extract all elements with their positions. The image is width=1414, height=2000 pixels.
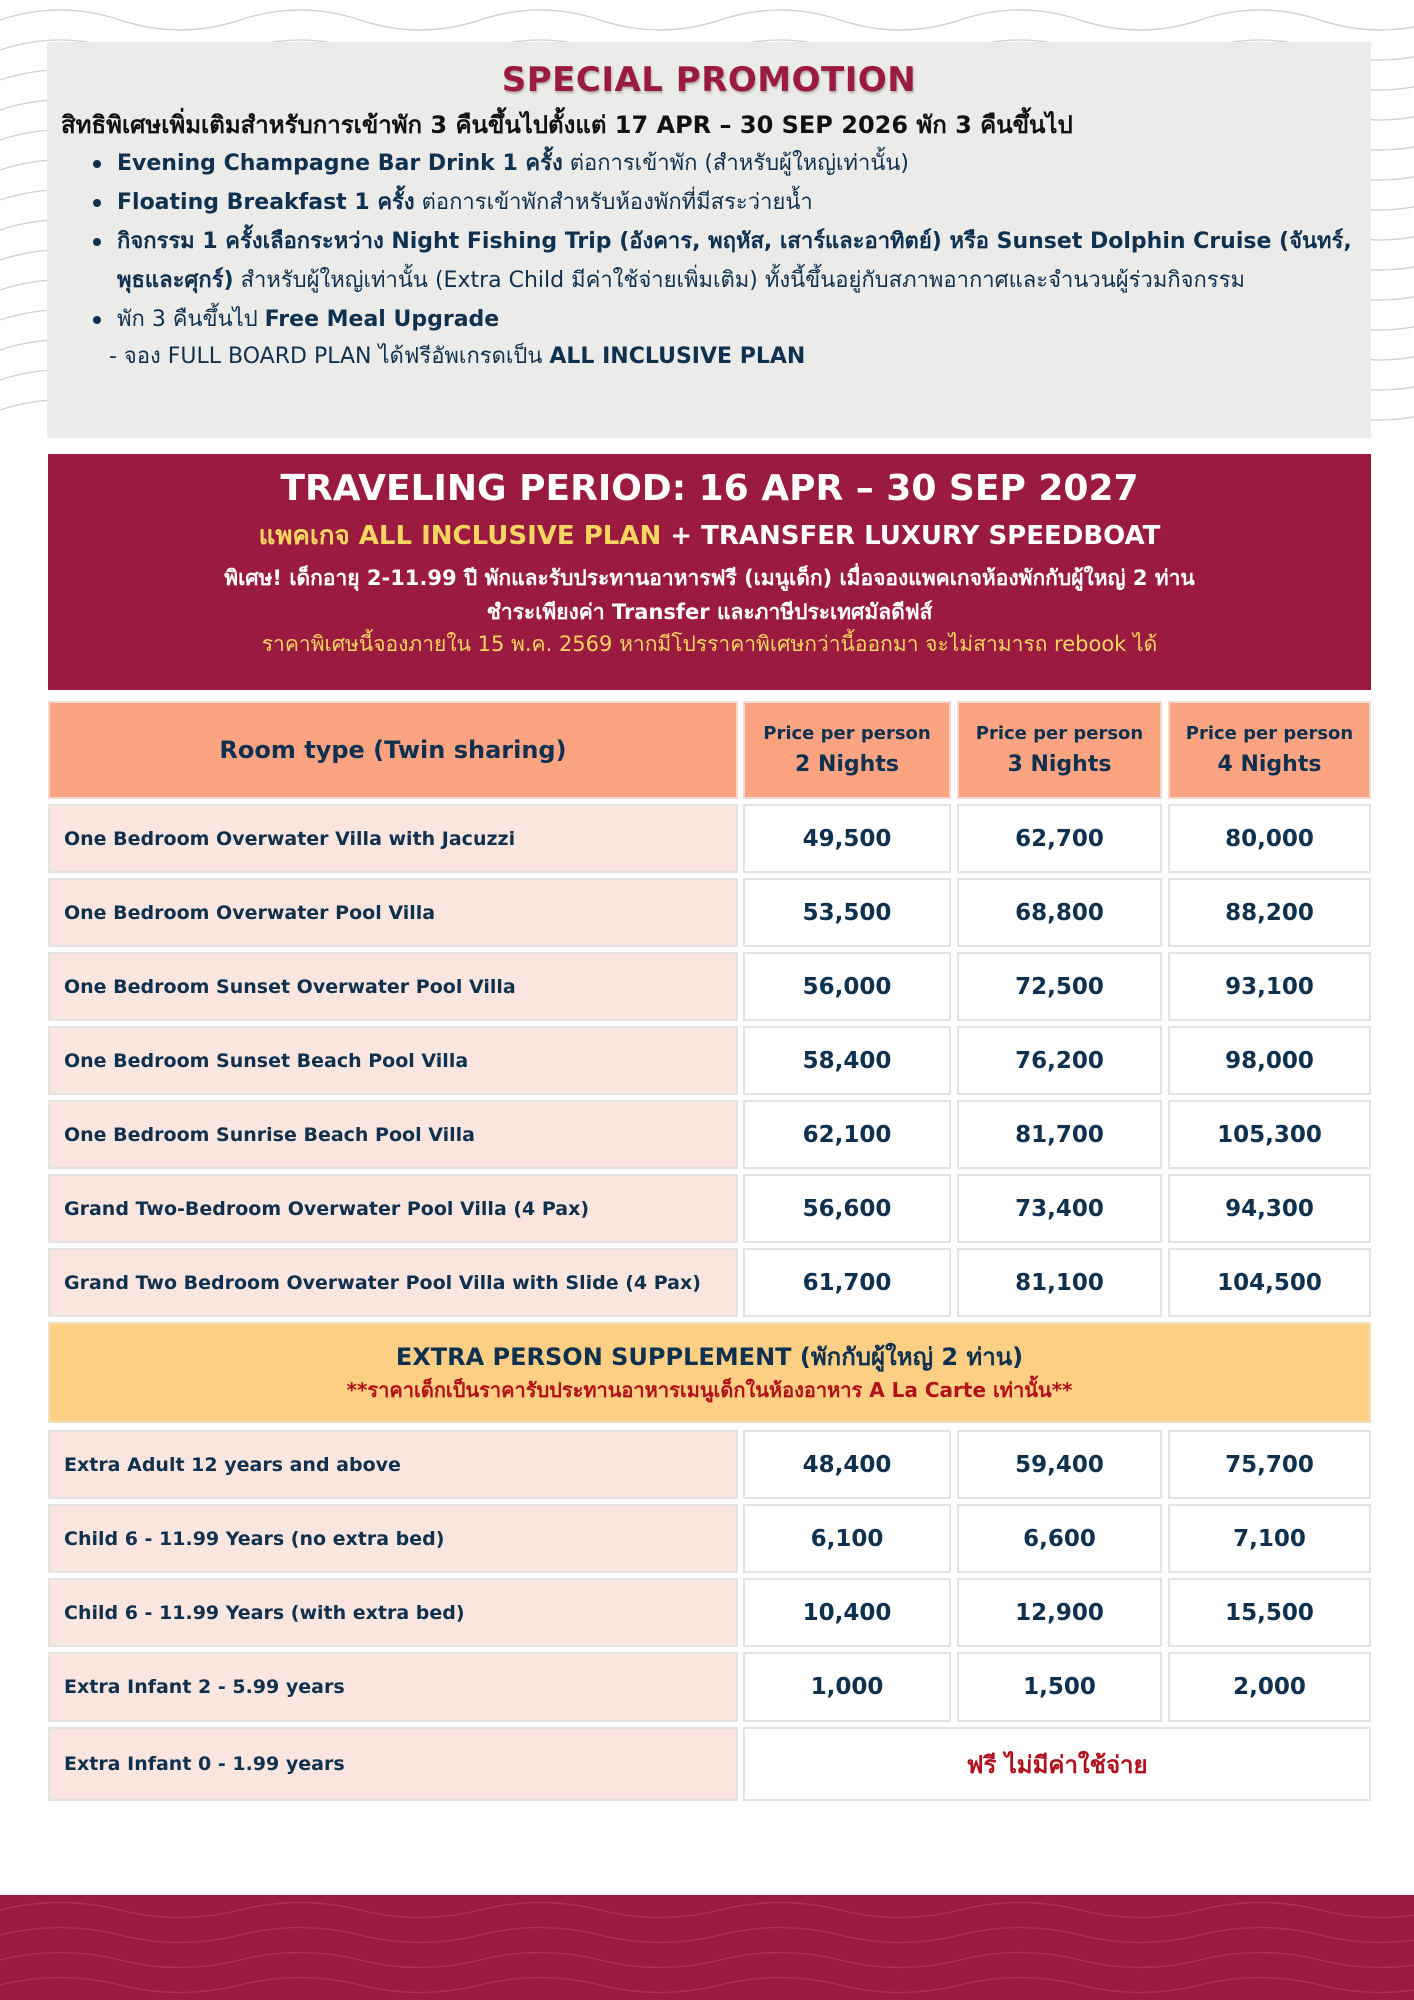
- price-cell: 2,000: [1168, 1652, 1371, 1722]
- price-cell: 7,100: [1168, 1504, 1371, 1573]
- promo-item-text: สำหรับผู้ใหญ่เท่านั้น (Extra Child มีค่าใช้จ่ายเพิ่มเติม) ทั้งนี้ขึ้นอยู่กับสภาพอากาศและจำนวนผู้ร่วมกิจกรรม: [233, 268, 1246, 293]
- footer-band: [0, 1895, 1414, 2000]
- price-cell: 88,200: [1168, 878, 1371, 947]
- promo-item: [117, 144, 1357, 183]
- price-cell: 81,700: [957, 1100, 1162, 1169]
- price-cell: 68,800: [957, 878, 1162, 947]
- price-cell: 94,300: [1168, 1174, 1371, 1243]
- transfer-tax-note: ชำระเพียงค่า Transfer และภาษีประเทศมัลดีฟส์: [486, 600, 933, 624]
- price-header-3-nights: [957, 701, 1162, 799]
- promo-item-bold: กิจกรรม 1 ครั้งเลือกระหว่าง Night Fishing Trip (อังคาร, พฤหัส, เสาร์และอาทิตย์) หรือ Sunset Dolphin Cruise (จันทร์, พุธและศุกร์): [117, 229, 1352, 293]
- price-cell: 93,100: [1168, 952, 1371, 1021]
- promo-upgrade-text: - จอง FULL BOARD PLAN ได้ฟรีอัพเกรดเป็น: [109, 344, 550, 369]
- child-free-note: พิเศษ! เด็กอายุ 2-11.99 ปี พักและรับประทานอาหารฟรี (เมนูเด็ก) เมื่อจองแพคเกจห้องพักกับผู้ใหญ่ 2 ท่าน: [224, 566, 1195, 590]
- room-type-cell: Grand Two-Bedroom Overwater Pool Villa (4 Pax): [48, 1174, 738, 1243]
- price-cell: 81,100: [957, 1248, 1162, 1317]
- price-cell: 105,300: [1168, 1100, 1371, 1169]
- rebook-condition: ราคาพิเศษนี้จองภายใน 15 พ.ค. 2569 หากมีโปรราคาพิเศษกว่านี้ออกมา จะไม่สามารถ rebook ได้: [261, 632, 1158, 656]
- package-transfer: + TRANSFER LUXURY SPEEDBOAT: [661, 521, 1161, 551]
- promo-benefit-list: [61, 144, 1357, 339]
- price-cell: 1,000: [743, 1652, 951, 1722]
- extra-person-cell: Extra Infant 0 - 1.99 years: [48, 1727, 738, 1801]
- extra-person-cell: Extra Adult 12 years and above: [48, 1430, 738, 1499]
- price-cell: 80,000: [1168, 804, 1371, 873]
- promo-title: SPECIAL PROMOTION: [501, 60, 917, 100]
- nights-label: 3 Nights: [1007, 752, 1112, 777]
- extra-supplement-title: EXTRA PERSON SUPPLEMENT (พักกับผู้ใหญ่ 2 ท่าน): [395, 1343, 1024, 1371]
- price-cell: 53,500: [743, 878, 951, 947]
- promo-item-bold: Floating Breakfast 1 ครั้ง: [117, 190, 415, 215]
- price-cell: 10,400: [743, 1578, 951, 1647]
- price-header-2-nights: [743, 701, 951, 799]
- price-cell: 6,600: [957, 1504, 1162, 1573]
- room-type-cell: One Bedroom Overwater Villa with Jacuzzi: [48, 804, 738, 873]
- price-cell: 75,700: [1168, 1430, 1371, 1499]
- price-cell: 58,400: [743, 1026, 951, 1095]
- promo-subtitle: สิทธิพิเศษเพิ่มเติมสำหรับการเข้าพัก 3 คืนขึ้นไปตั้งแต่ 17 APR – 30 SEP 2026 พัก 3 คืนขึ้นไป: [61, 111, 1073, 139]
- promo-item-bold: Evening Champagne Bar Drink 1 ครั้ง: [117, 151, 563, 176]
- wave-pattern-footer: [0, 1895, 1414, 2000]
- price-per-person-label: Price per person: [975, 723, 1144, 744]
- price-cell: 1,500: [957, 1652, 1162, 1722]
- price-cell: 56,000: [743, 952, 951, 1021]
- price-cell: 48,400: [743, 1430, 951, 1499]
- bullet-icon: [93, 316, 101, 324]
- price-cell: 56,600: [743, 1174, 951, 1243]
- price-cell: 72,500: [957, 952, 1162, 1021]
- price-per-person-label: Price per person: [1185, 723, 1354, 744]
- price-cell: 104,500: [1168, 1248, 1371, 1317]
- price-cell: 62,100: [743, 1100, 951, 1169]
- room-type-cell: One Bedroom Overwater Pool Villa: [48, 878, 738, 947]
- price-cell: 76,200: [957, 1026, 1162, 1095]
- price-header-4-nights: [1168, 701, 1371, 799]
- room-type-cell: One Bedroom Sunset Beach Pool Villa: [48, 1026, 738, 1095]
- promo-upgrade-bold: ALL INCLUSIVE PLAN: [549, 344, 806, 369]
- room-type-header: Room type (Twin sharing): [48, 701, 738, 799]
- bullet-icon: [93, 199, 101, 207]
- price-cell: 15,500: [1168, 1578, 1371, 1647]
- free-of-charge-cell: ฟรี ไม่มีค่าใช้จ่าย: [743, 1727, 1371, 1801]
- price-cell: 98,000: [1168, 1026, 1371, 1095]
- package-plan-name: แพคเกจ ALL INCLUSIVE PLAN: [258, 521, 662, 551]
- price-cell: 12,900: [957, 1578, 1162, 1647]
- price-cell: 62,700: [957, 804, 1162, 873]
- promo-item-text: ต่อการเข้าพักสำหรับห้องพักที่มีสระว่ายน้ำ: [414, 190, 813, 215]
- child-menu-note: **ราคาเด็กเป็นราคารับประทานอาหารเมนูเด็กในห้องอาหาร A La Carte เท่านั้น**: [346, 1378, 1073, 1402]
- promo-item: [117, 300, 1357, 339]
- bullet-icon: [93, 238, 101, 246]
- room-type-cell: One Bedroom Sunrise Beach Pool Villa: [48, 1100, 738, 1169]
- promo-item-text: พัก 3 คืนขึ้นไป: [117, 307, 265, 332]
- special-promotion-panel: [47, 42, 1371, 438]
- nights-label: 4 Nights: [1217, 752, 1322, 777]
- price-cell: 73,400: [957, 1174, 1162, 1243]
- period-title: TRAVELING PERIOD: 16 APR – 30 SEP 2027: [280, 468, 1139, 509]
- price-cell: 6,100: [743, 1504, 951, 1573]
- promo-item-bold: Free Meal Upgrade: [264, 307, 500, 332]
- promo-item-text: ต่อการเข้าพัก (สำหรับผู้ใหญ่เท่านั้น): [562, 151, 909, 176]
- room-type-cell: One Bedroom Sunset Overwater Pool Villa: [48, 952, 738, 1021]
- room-type-cell: Grand Two Bedroom Overwater Pool Villa with Slide (4 Pax): [48, 1248, 738, 1317]
- price-per-person-label: Price per person: [763, 723, 931, 744]
- price-cell: 59,400: [957, 1430, 1162, 1499]
- price-cell: 61,700: [743, 1248, 951, 1317]
- price-cell: 49,500: [743, 804, 951, 873]
- bullet-icon: [93, 160, 101, 168]
- promo-item: [117, 183, 1357, 222]
- extra-person-cell: Child 6 - 11.99 Years (with extra bed): [48, 1578, 738, 1647]
- nights-label: 2 Nights: [795, 752, 899, 777]
- promo-item: [117, 222, 1357, 300]
- promo-upgrade-note: [61, 339, 1357, 375]
- extra-person-cell: Extra Infant 2 - 5.99 years: [48, 1652, 738, 1722]
- extra-person-cell: Child 6 - 11.99 Years (no extra bed): [48, 1504, 738, 1573]
- traveling-period-banner: [48, 454, 1371, 690]
- package-plan-line: [48, 518, 1371, 554]
- extra-person-supplement-header: [48, 1322, 1371, 1423]
